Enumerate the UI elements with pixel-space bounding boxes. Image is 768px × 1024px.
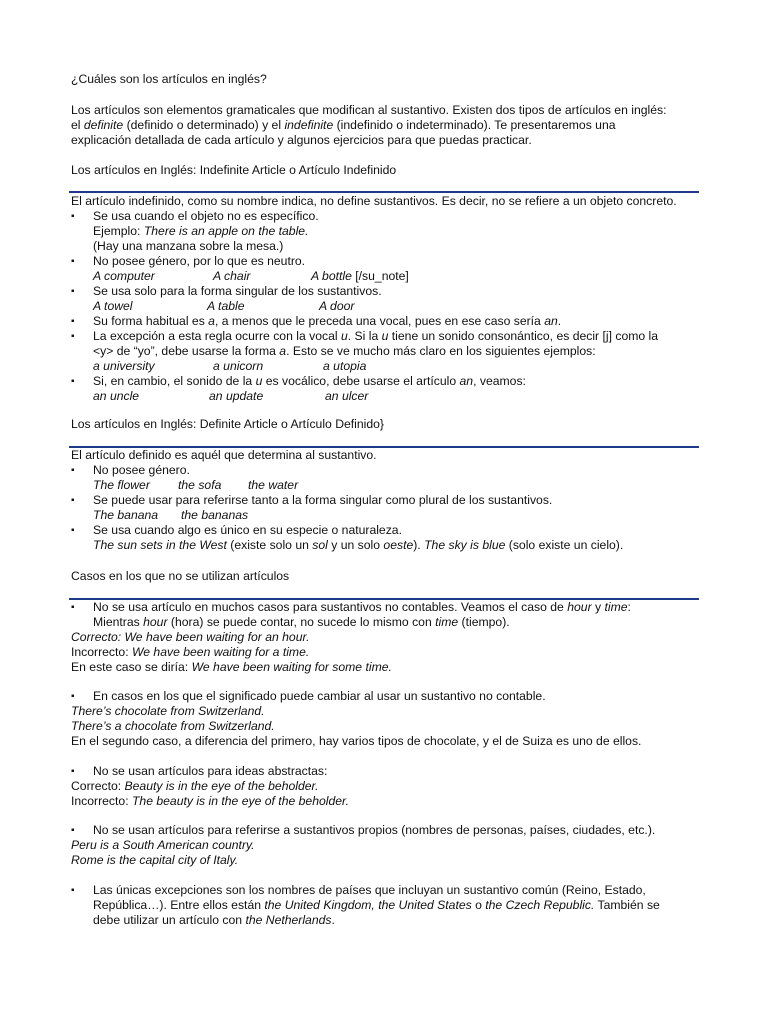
case-block: ▪ No se usan artículos para ideas abstractas: Correcto: Beauty is in the eye of the beholder. Incorrecto: The beauty is in the eye of the beholder. (71, 764, 738, 809)
intro-paragraph: Los artículos son elementos gramaticales que modifican al sustantivo. Existen dos tipos de artículos en inglés: el definite (definido o determinado) y el indefinite (indefinido o indeterminado). Te presentaremos una explicación detallada de cada artículo y algunos ejercicios para que puedas practicar. (71, 103, 667, 147)
case-block: ▪ Las únicas excepciones son los nombres de países que incluyan un sustantivo común (Reino, Estado, República…). Entre ellos están the United Kingdom, the United States o the Czech Republic. También se debe utilizar un artículo con the Netherlands. (71, 883, 738, 928)
list-item: ▪ Se usa solo para la forma singular de los sustantivos. A towel A table A door (71, 284, 728, 314)
list-item: ▪ Si, en cambio, el sonido de la u es vocálico, debe usarse el artículo an, veamos: an uncle an update an ulcer (71, 374, 728, 404)
section-heading-no-articles: Casos en los que no se utilizan artículos (71, 569, 290, 583)
list-item: ▪ Se usa cuando el objeto no es específico. Ejemplo: There is an apple on the table. (Hay una manzana sobre la mesa.) (71, 209, 728, 254)
list-item: ▪ No posee género, por lo que es neutro. A computer A chair A bottle [/su_note] (71, 254, 728, 284)
indefinite-lead: El artículo indefinido, como su nombre indica, no define sustantivos. Es decir, no se refiere a un objeto concreto. (71, 194, 677, 208)
list-item: ▪ Se usa cuando algo es único en su especie o naturaleza. The sun sets in the West (existe solo un sol y un solo oeste). The sky is blue (solo existe un cielo). (71, 523, 728, 553)
list-item: ▪ Su forma habitual es a, a menos que le preceda una vocal, pues en ese caso sería an. (71, 314, 728, 329)
list-item: ▪ No posee género. The flower the sofa the water (71, 463, 728, 493)
section-heading-definite: Los artículos en Inglés: Definite Article o Artículo Definido} (71, 417, 384, 431)
indefinite-list (71, 209, 728, 404)
case-block: ▪ En casos en los que el significado puede cambiar al usar un sustantivo no contable. There’s chocolate from Switzerland. There’s a chocolate from Switzerland. En el segundo caso, a diferencia del primero, hay varios tipos de chocolate, y el de Suiza es uno de ellos. (71, 689, 738, 749)
case-block: ▪ No se usan artículos para referirse a sustantivos propios (nombres de personas, países, ciudades, etc.). Peru is a South American country. Rome is the capital city of Italy. (71, 823, 738, 868)
list-item: ▪ Se puede usar para referirse tanto a la forma singular como plural de los sustantivos. The banana the bananas (71, 493, 728, 523)
section-divider (69, 191, 699, 193)
page-title: ¿Cuáles son los artículos en inglés? (71, 72, 267, 86)
definite-list (71, 463, 728, 553)
definite-lead: El artículo definido es aquél que determina al sustantivo. (71, 448, 377, 462)
case-block: ▪ No se usa artículo en muchos casos para sustantivos no contables. Veamos el caso de hour y time: Mientras hour (hora) se puede contar, no sucede lo mismo con time (tiempo). Correcto: We have been waiting for an hour. Incorrecto: We have been waiting for a time. En este caso se diría: We have been waiting for some time. (71, 600, 738, 675)
section-heading-indefinite: Los artículos en Inglés: Indefinite Article o Artículo Indefinido (71, 163, 397, 177)
list-item: ▪ La excepción a esta regla ocurre con la vocal u. Si la u tiene un sonido consonántico, es decir [j] como la <y> de “yo”, debe usarse la forma a. Esto se ve mucho más claro en los siguientes ejemplos: a university a unicorn a utopia (71, 329, 728, 374)
